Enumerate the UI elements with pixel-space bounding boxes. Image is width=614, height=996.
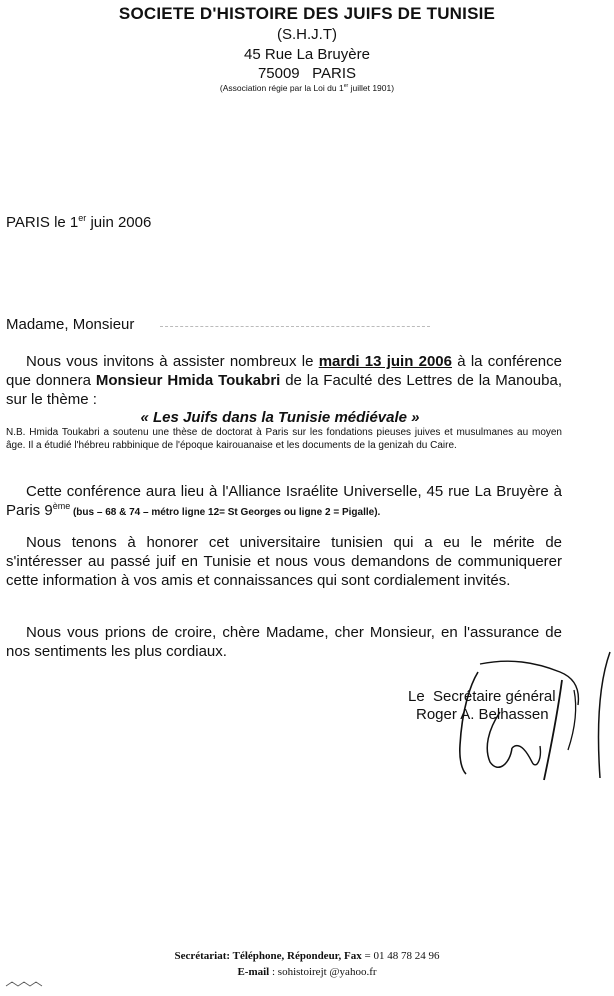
footer-label: Secrétariat: Téléphone, Répondeur, Fax (174, 950, 362, 962)
salutation: Madame, Monsieur (6, 316, 135, 333)
scan-mark (4, 978, 44, 990)
date-pre: PARIS le 1 (6, 214, 79, 231)
footer-email (0, 966, 614, 978)
conference-theme: « Les Juifs dans la Tunisie médiévale » (140, 409, 420, 426)
date-sup: er (78, 213, 87, 223)
faint-dashed-line (160, 326, 430, 327)
honor-paragraph (6, 533, 562, 590)
signatory-name: Roger A. Belhassen (416, 706, 549, 723)
association-note-post: juillet 1901) (348, 83, 395, 93)
organization-abbreviation: (S.H.J.T) (277, 26, 337, 43)
p2-pre: Cette conférence aura lieu à l'Alliance Israélite Universelle, 45 rue La Bruyère à Paris 9 (6, 483, 562, 519)
organization-city: 75009 PARIS (257, 65, 357, 82)
footer-phone: = 01 48 78 24 96 (361, 950, 440, 962)
invitation-paragraph (6, 352, 562, 409)
transport-details: (bus – 68 & 74 – métro ligne 12= St Georges ou ligne 2 = Pigalle). (70, 507, 381, 518)
venue-paragraph (6, 482, 562, 522)
footer-email-label: E-mail (237, 966, 270, 978)
footer-contact (0, 950, 614, 962)
association-note-pre: (Association régie par la Loi du 1 (219, 83, 344, 93)
nb-note: N.B. Hmida Toukabri a soutenu une thèse de doctorat à Paris sur les fondations pieuses juives et musulmanes au moyen âge. Il a étudié l'hébreu rabbinique de l'époque kairouanaise et les documents de la genizah du Caire. (6, 427, 562, 451)
organization-street: 45 Rue La Bruyère (244, 46, 370, 63)
p2-sup: ème (52, 501, 71, 511)
letter-date (6, 214, 151, 231)
date-post: juin 2006 (86, 214, 152, 231)
p1-post: de la Faculté des Lettres de la Manouba, sur le thème : (6, 372, 562, 408)
signatory-title: Le Secrétaire général (408, 688, 556, 705)
footer-email-address: : sohistoirejt @yahoo.fr (269, 966, 377, 978)
association-note-sup: er (343, 83, 349, 90)
association-note (0, 83, 614, 93)
p3-text: Nous tenons à honorer cet universitaire tunisien qui a eu le mérite de s'intéresser au passé juif en Tunisie et nous vous demandons de communiquerer cette information à vos amis et connaissances qui sont cordialement invités. (6, 534, 562, 589)
event-date: mardi 13 juin 2006 (318, 353, 452, 370)
p1-pre: Nous vous invitons à assister nombreux le (26, 353, 319, 370)
p1-mid: à la conférence que donnera (6, 353, 562, 389)
p4-text: Nous vous prions de croire, chère Madame, cher Monsieur, en l'assurance de nos sentiments les plus cordiaux. (6, 624, 562, 660)
organization-name: SOCIETE D'HISTOIRE DES JUIFS DE TUNISIE (118, 4, 496, 23)
speaker-name: Monsieur Hmida Toukabri (95, 372, 281, 389)
